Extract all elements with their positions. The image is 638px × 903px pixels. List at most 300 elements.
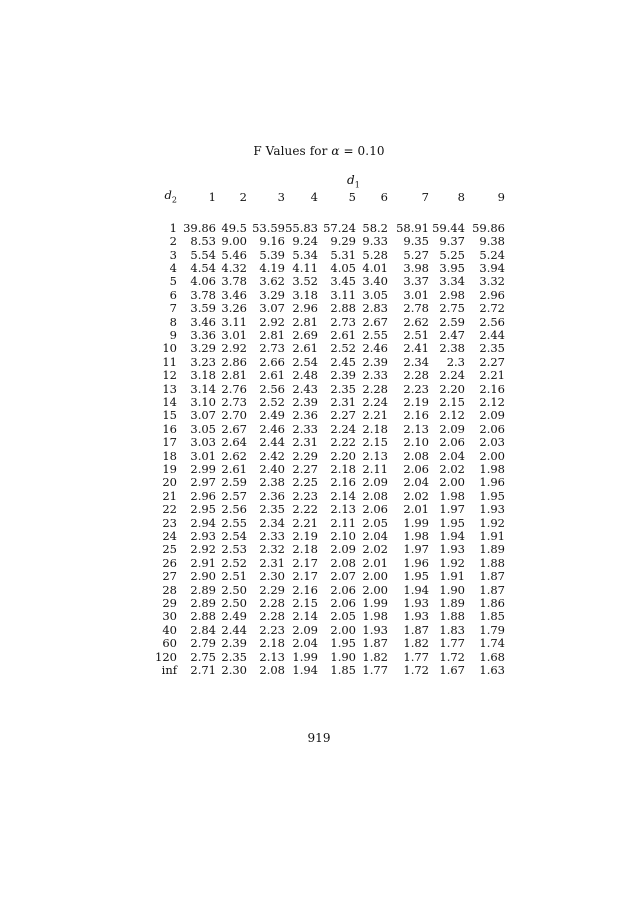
value-cell: 2.21 — [292, 515, 318, 530]
table-row — [155, 222, 505, 235]
value-cell: 2.61 — [292, 341, 318, 356]
value-cell: 2.52 — [221, 555, 247, 570]
value-cell: 2.04 — [362, 529, 388, 544]
value-cell: 1.94 — [403, 582, 429, 597]
value-cell: 2.25 — [292, 475, 318, 490]
value-cell: 3.18 — [292, 287, 318, 302]
row-label-cell: 26 — [162, 555, 177, 570]
value-cell: 2.81 — [221, 368, 247, 383]
value-cell: 2.04 — [439, 448, 465, 463]
value-cell: 2.06 — [403, 462, 429, 476]
value-cell: 9.33 — [362, 234, 388, 249]
row-label-cell: 4 — [169, 260, 177, 275]
value-cell: 2.00 — [439, 475, 465, 490]
value-cell: 3.07 — [190, 408, 216, 423]
value-cell: 2.19 — [292, 529, 318, 544]
value-cell: 1.97 — [439, 502, 465, 517]
value-cell: 2.40 — [259, 462, 285, 476]
value-cell: 2.46 — [362, 341, 388, 356]
value-cell: 2.57 — [221, 488, 247, 503]
value-cell: 57.24 — [323, 220, 356, 235]
value-cell: 2.17 — [292, 569, 318, 584]
value-cell: 2.39 — [362, 354, 388, 369]
value-cell: 2.14 — [292, 609, 318, 624]
table-row — [155, 329, 505, 342]
value-cell: 2.14 — [330, 488, 356, 503]
value-cell: 2.43 — [292, 381, 318, 396]
value-cell: 2.11 — [330, 515, 356, 530]
value-cell: 2.16 — [330, 475, 356, 490]
value-cell: 2.18 — [292, 542, 318, 557]
value-cell: 2.23 — [259, 622, 285, 637]
row-label-cell: 27 — [162, 569, 177, 584]
value-cell: 2.15 — [439, 394, 465, 409]
value-cell: 1.90 — [439, 582, 465, 597]
row-label-cell: inf — [161, 663, 177, 678]
value-cell: 2.13 — [403, 421, 429, 436]
value-cell: 2.50 — [221, 596, 247, 611]
value-cell: 59.86 — [472, 220, 505, 235]
value-cell: 3.01 — [403, 287, 429, 302]
column-header-7: 7 — [421, 190, 429, 205]
value-cell: 4.01 — [362, 260, 388, 275]
value-cell: 2.61 — [330, 327, 356, 342]
value-cell: 1.97 — [403, 542, 429, 557]
value-cell: 2.09 — [362, 475, 388, 490]
value-cell: 2.06 — [362, 502, 388, 517]
value-cell: 2.08 — [403, 448, 429, 463]
value-cell: 2.94 — [190, 515, 216, 530]
value-cell: 2.02 — [439, 462, 465, 476]
value-cell: 2.10 — [403, 435, 429, 450]
value-cell: 2.16 — [403, 408, 429, 423]
value-cell: 2.31 — [259, 555, 285, 570]
value-cell: 9.00 — [221, 234, 247, 249]
table-row — [155, 610, 505, 623]
value-cell: 2.81 — [292, 314, 318, 329]
value-cell: 2.00 — [330, 622, 356, 637]
value-cell: 3.34 — [439, 274, 465, 289]
column-header-9: 9 — [497, 190, 505, 205]
value-cell: 2.08 — [330, 555, 356, 570]
table-row — [155, 557, 505, 570]
value-cell: 2.00 — [362, 569, 388, 584]
value-cell: 5.31 — [330, 247, 356, 262]
value-cell: 2.00 — [479, 448, 505, 463]
value-cell: 2.72 — [479, 301, 505, 316]
value-cell: 1.90 — [330, 649, 356, 664]
value-cell: 2.44 — [479, 327, 505, 342]
value-cell: 1.95 — [479, 488, 505, 503]
title-alpha-symbol: α — [331, 144, 340, 158]
value-cell: 3.10 — [190, 394, 216, 409]
value-cell: 1.95 — [330, 636, 356, 651]
row-label-cell: 3 — [169, 247, 177, 262]
value-cell: 2.03 — [479, 435, 505, 450]
value-cell: 3.11 — [330, 287, 356, 302]
value-cell: 2.95 — [190, 502, 216, 517]
value-cell: 1.74 — [479, 636, 505, 651]
value-cell: 1.96 — [479, 475, 505, 490]
value-cell: 1.98 — [479, 462, 505, 476]
value-cell: 2.73 — [330, 314, 356, 329]
table-row — [155, 530, 505, 543]
value-cell: 3.18 — [190, 368, 216, 383]
column-header-5: 5 — [348, 190, 356, 205]
spacer-row — [155, 208, 505, 221]
value-cell: 2.23 — [292, 488, 318, 503]
value-cell: 2.88 — [190, 609, 216, 624]
value-cell: 1.99 — [292, 649, 318, 664]
table-row — [155, 356, 505, 369]
row-label-cell: 5 — [169, 274, 177, 289]
value-cell: 2.49 — [221, 609, 247, 624]
value-cell: 2.12 — [479, 394, 505, 409]
value-cell: 3.36 — [190, 327, 216, 342]
value-cell: 2.36 — [292, 408, 318, 423]
value-cell: 1.82 — [403, 636, 429, 651]
value-cell: 1.88 — [479, 555, 505, 570]
value-cell: 2.96 — [479, 287, 505, 302]
value-cell: 1.77 — [362, 663, 388, 678]
value-cell: 2.28 — [259, 596, 285, 611]
value-cell: 2.96 — [292, 301, 318, 316]
value-cell: 2.18 — [259, 636, 285, 651]
value-cell: 2.06 — [330, 596, 356, 611]
value-cell: 2.05 — [330, 609, 356, 624]
value-cell: 2.84 — [190, 622, 216, 637]
value-cell: 5.34 — [292, 247, 318, 262]
value-cell: 1.93 — [439, 542, 465, 557]
value-cell: 2.78 — [403, 301, 429, 316]
value-cell: 2.09 — [439, 421, 465, 436]
value-cell: 1.85 — [479, 609, 505, 624]
value-cell: 3.40 — [362, 274, 388, 289]
value-cell: 2.83 — [362, 301, 388, 316]
value-cell: 2.75 — [190, 649, 216, 664]
value-cell: 2.39 — [330, 368, 356, 383]
value-cell: 3.01 — [190, 448, 216, 463]
header-row — [155, 187, 505, 208]
table-row — [155, 570, 505, 583]
value-cell: 1.68 — [479, 649, 505, 664]
value-cell: 2.35 — [330, 381, 356, 396]
value-cell: 9.35 — [403, 234, 429, 249]
value-cell: 1.67 — [439, 663, 465, 678]
title-prefix: F Values for — [253, 144, 332, 158]
value-cell: 1.87 — [479, 569, 505, 584]
value-cell: 2.47 — [439, 327, 465, 342]
value-cell: 2.51 — [403, 327, 429, 342]
value-cell: 2.13 — [362, 448, 388, 463]
row-label-cell: 10 — [162, 341, 177, 356]
value-cell: 1.93 — [479, 502, 505, 517]
value-cell: 2.93 — [190, 529, 216, 544]
value-cell: 2.22 — [292, 502, 318, 517]
table-row — [155, 463, 505, 476]
value-cell: 2.06 — [330, 582, 356, 597]
value-cell: 9.24 — [292, 234, 318, 249]
value-cell: 1.72 — [403, 663, 429, 678]
table-row — [155, 543, 505, 556]
value-cell: 2.02 — [403, 488, 429, 503]
value-cell: 2.54 — [292, 354, 318, 369]
value-cell: 3.29 — [259, 287, 285, 302]
value-cell: 1.87 — [362, 636, 388, 651]
value-cell: 2.36 — [259, 488, 285, 503]
value-cell: 1.77 — [439, 636, 465, 651]
row-label-cell: 25 — [162, 542, 177, 557]
table-row — [155, 289, 505, 302]
value-cell: 2.06 — [439, 435, 465, 450]
column-header-4: 4 — [310, 190, 318, 205]
value-cell: 1.99 — [362, 596, 388, 611]
value-cell: 59.44 — [432, 220, 465, 235]
value-cell: 2.96 — [190, 488, 216, 503]
value-cell: 5.39 — [259, 247, 285, 262]
table-title — [0, 144, 638, 158]
column-header-1: 1 — [208, 190, 216, 205]
row-label-cell: 6 — [169, 287, 177, 302]
value-cell: 3.94 — [479, 260, 505, 275]
value-cell: 49.5 — [221, 220, 247, 235]
row-label-header — [155, 187, 177, 208]
value-cell: 2.05 — [362, 515, 388, 530]
value-cell: 3.46 — [190, 314, 216, 329]
value-cell: 2.35 — [221, 649, 247, 664]
value-cell: 1.63 — [479, 663, 505, 678]
column-header-6: 6 — [380, 190, 388, 205]
value-cell: 2.31 — [330, 394, 356, 409]
value-cell: 2.66 — [259, 354, 285, 369]
value-cell: 5.27 — [403, 247, 429, 262]
value-cell: 2.88 — [330, 301, 356, 316]
value-cell: 2.04 — [403, 475, 429, 490]
row-label-cell: 21 — [162, 488, 177, 503]
value-cell: 1.72 — [439, 649, 465, 664]
row-label-cell: 22 — [162, 502, 177, 517]
value-cell: 58.2 — [362, 220, 388, 235]
value-cell: 1.85 — [330, 663, 356, 678]
value-cell: 4.32 — [221, 260, 247, 275]
value-cell: 2.00 — [362, 582, 388, 597]
value-cell: 2.67 — [362, 314, 388, 329]
value-cell: 3.46 — [221, 287, 247, 302]
value-cell: 2.33 — [362, 368, 388, 383]
value-cell: 1.89 — [479, 542, 505, 557]
table-row — [155, 423, 505, 436]
value-cell: 2.89 — [190, 582, 216, 597]
value-cell: 9.29 — [330, 234, 356, 249]
table-row — [155, 584, 505, 597]
value-cell: 1.94 — [292, 663, 318, 678]
value-cell: 2.20 — [439, 381, 465, 396]
value-cell: 4.54 — [190, 260, 216, 275]
value-cell: 1.89 — [439, 596, 465, 611]
column-header-2: 2 — [239, 190, 247, 205]
value-cell: 4.11 — [292, 260, 318, 275]
value-cell: 2.15 — [362, 435, 388, 450]
value-cell: 1.79 — [479, 622, 505, 637]
value-cell: 2.24 — [439, 368, 465, 383]
value-cell: 3.05 — [362, 287, 388, 302]
value-cell: 3.05 — [190, 421, 216, 436]
value-cell: 2.30 — [259, 569, 285, 584]
value-cell: 9.37 — [439, 234, 465, 249]
value-cell: 3.45 — [330, 274, 356, 289]
value-cell: 2.24 — [330, 421, 356, 436]
table-row — [155, 262, 505, 275]
value-cell: 53.59 — [252, 220, 285, 235]
row-label-cell: 9 — [169, 327, 177, 342]
value-cell: 2.09 — [330, 542, 356, 557]
value-cell: 4.05 — [330, 260, 356, 275]
value-cell: 2.99 — [190, 462, 216, 476]
value-cell: 58.91 — [396, 220, 429, 235]
value-cell: 1.96 — [403, 555, 429, 570]
value-cell: 2.32 — [259, 542, 285, 557]
value-cell: 2.92 — [190, 542, 216, 557]
table-row — [155, 275, 505, 288]
value-cell: 3.98 — [403, 260, 429, 275]
value-cell: 2.39 — [292, 394, 318, 409]
f-values-table — [155, 187, 505, 678]
row-label-cell: 19 — [162, 462, 177, 476]
value-cell: 2.08 — [362, 488, 388, 503]
table-row — [155, 249, 505, 262]
value-cell: 2.31 — [292, 435, 318, 450]
value-cell: 1.83 — [439, 622, 465, 637]
value-cell: 5.24 — [479, 247, 505, 262]
value-cell: 2.28 — [259, 609, 285, 624]
value-cell: 3.78 — [221, 274, 247, 289]
value-cell: 2.30 — [221, 663, 247, 678]
value-cell: 2.27 — [479, 354, 505, 369]
value-cell: 3.03 — [190, 435, 216, 450]
value-cell: 4.06 — [190, 274, 216, 289]
value-cell: 5.25 — [439, 247, 465, 262]
value-cell: 2.79 — [190, 636, 216, 651]
table-row — [155, 517, 505, 530]
row-label-cell: 8 — [169, 314, 177, 329]
value-cell: 2.52 — [330, 341, 356, 356]
table-body — [155, 208, 505, 677]
table-row — [155, 651, 505, 664]
row-label-cell: 30 — [162, 609, 177, 624]
value-cell: 1.95 — [439, 515, 465, 530]
row-label-cell: 60 — [162, 636, 177, 651]
value-cell: 2.18 — [362, 421, 388, 436]
table-row — [155, 637, 505, 650]
value-cell: 2.48 — [292, 368, 318, 383]
value-cell: 1.91 — [439, 569, 465, 584]
value-cell: 2.27 — [330, 408, 356, 423]
value-cell: 2.52 — [259, 394, 285, 409]
value-cell: 2.59 — [439, 314, 465, 329]
value-cell: 3.62 — [259, 274, 285, 289]
table-row — [155, 316, 505, 329]
value-cell: 2.97 — [190, 475, 216, 490]
row-label-cell: 12 — [162, 368, 177, 383]
value-cell: 39.86 — [183, 220, 216, 235]
value-cell: 2.81 — [259, 327, 285, 342]
row-label-cell: 1 — [169, 220, 177, 235]
value-cell: 2.04 — [292, 636, 318, 651]
value-cell: 3.37 — [403, 274, 429, 289]
value-cell: 2.33 — [259, 529, 285, 544]
table-row — [155, 597, 505, 610]
value-cell: 1.98 — [362, 609, 388, 624]
table-row — [155, 383, 505, 396]
value-cell: 2.56 — [221, 502, 247, 517]
value-cell: 1.92 — [479, 515, 505, 530]
value-cell: 2.12 — [439, 408, 465, 423]
value-cell: 1.93 — [362, 622, 388, 637]
table-row — [155, 342, 505, 355]
value-cell: 2.17 — [292, 555, 318, 570]
value-cell: 2.69 — [292, 327, 318, 342]
column-header-3: 3 — [277, 190, 285, 205]
value-cell: 1.98 — [439, 488, 465, 503]
table-row — [155, 409, 505, 422]
value-cell: 1.95 — [403, 569, 429, 584]
value-cell: 3.78 — [190, 287, 216, 302]
value-cell: 1.87 — [403, 622, 429, 637]
value-cell: 2.34 — [259, 515, 285, 530]
value-cell: 2.56 — [479, 314, 505, 329]
value-cell: 2.92 — [259, 314, 285, 329]
value-cell: 9.38 — [479, 234, 505, 249]
value-cell: 1.88 — [439, 609, 465, 624]
spacer-cell — [155, 208, 505, 221]
value-cell: 2.09 — [479, 408, 505, 423]
value-cell: 55.83 — [285, 220, 318, 235]
row-label-cell: 13 — [162, 381, 177, 396]
d2-subscript: 2 — [171, 195, 177, 205]
value-cell: 1.93 — [403, 609, 429, 624]
value-cell: 2.35 — [259, 502, 285, 517]
row-label-cell: 2 — [169, 234, 177, 249]
value-cell: 2.21 — [362, 408, 388, 423]
value-cell: 2.73 — [259, 341, 285, 356]
value-cell: 3.14 — [190, 381, 216, 396]
value-cell: 2.59 — [221, 475, 247, 490]
value-cell: 2.41 — [403, 341, 429, 356]
value-cell: 3.07 — [259, 301, 285, 316]
value-cell: 2.90 — [190, 569, 216, 584]
value-cell: 2.70 — [221, 408, 247, 423]
value-cell: 2.61 — [221, 462, 247, 476]
value-cell: 2.06 — [479, 421, 505, 436]
value-cell: 2.24 — [362, 394, 388, 409]
table-row — [155, 235, 505, 248]
value-cell: 2.08 — [259, 663, 285, 678]
value-cell: 2.49 — [259, 408, 285, 423]
value-cell: 5.54 — [190, 247, 216, 262]
row-label-cell: 18 — [162, 448, 177, 463]
row-label-cell: 24 — [162, 529, 177, 544]
value-cell: 2.27 — [292, 462, 318, 476]
value-cell: 2.53 — [221, 542, 247, 557]
d1-base: d — [347, 173, 355, 187]
value-cell: 2.02 — [362, 542, 388, 557]
value-cell: 3.32 — [479, 274, 505, 289]
value-cell: 5.46 — [221, 247, 247, 262]
value-cell: 2.38 — [439, 341, 465, 356]
value-cell: 2.16 — [479, 381, 505, 396]
value-cell: 2.21 — [479, 368, 505, 383]
value-cell: 2.89 — [190, 596, 216, 611]
